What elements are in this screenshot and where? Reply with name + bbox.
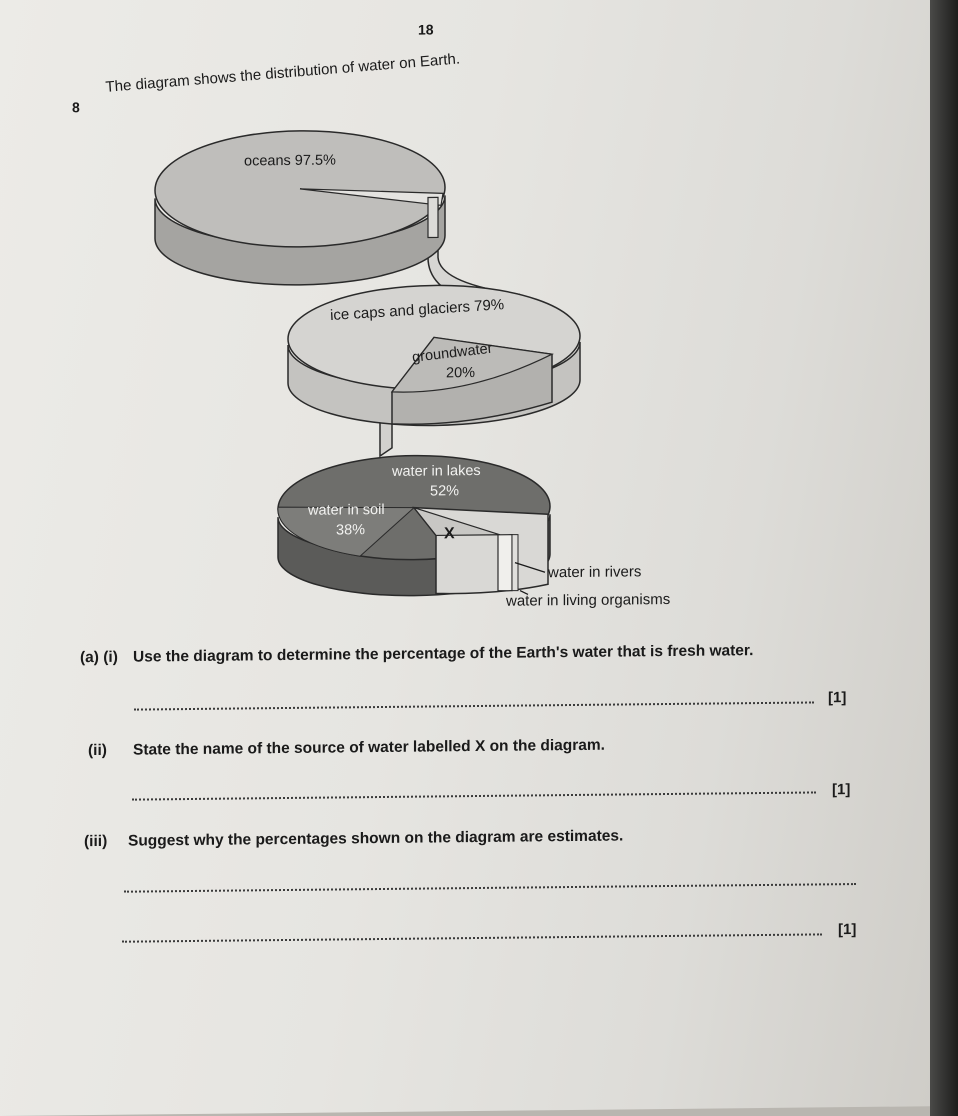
- answer-line-a-ii[interactable]: [132, 791, 816, 800]
- oceans-freshwater-slice-side: [428, 197, 438, 237]
- oceans-label: oceans 97.5%: [244, 152, 336, 170]
- rivers-slice-side: [498, 535, 512, 591]
- lakes-percentage: 52%: [430, 483, 460, 500]
- question-a-i-number: (a) (i): [80, 648, 118, 667]
- page-number: 18: [418, 21, 434, 38]
- groundwater-percentage: 20%: [446, 365, 476, 382]
- soil-percentage: 38%: [336, 522, 366, 539]
- soil-label: water in soil: [308, 501, 385, 519]
- ice-caps-label: ice caps and glaciers 79%: [329, 296, 505, 325]
- page-edge-shadow: [930, 0, 958, 1116]
- question-a-ii-number: (ii): [88, 741, 107, 760]
- mark-a-i: [1]: [828, 689, 847, 707]
- question-a-i: Use the diagram to determine the percentage of the Earth's water that is fresh water.: [133, 642, 754, 666]
- mark-a-ii: [1]: [832, 781, 851, 799]
- organisms-label: water in living organisms: [506, 590, 671, 610]
- lakes-label: water in lakes: [392, 462, 481, 480]
- question-number: 8: [72, 99, 80, 116]
- answer-line-a-i[interactable]: [134, 701, 814, 710]
- question-a-iii: Suggest why the percentages shown on the diagram are estimates.: [128, 827, 624, 850]
- answer-line-a-iii-1[interactable]: [124, 883, 856, 893]
- question-a-ii: State the name of the source of water labelled X on the diagram.: [133, 736, 605, 759]
- groundwater-label: groundwater: [411, 340, 494, 366]
- question-intro: The diagram shows the distribution of water on Earth.: [105, 50, 461, 96]
- mark-a-iii: [1]: [838, 921, 857, 939]
- x-label: X: [444, 525, 455, 543]
- rivers-label: water in rivers: [548, 563, 642, 582]
- question-a-iii-number: (iii): [84, 832, 108, 851]
- answer-line-a-iii-2[interactable]: [122, 933, 822, 942]
